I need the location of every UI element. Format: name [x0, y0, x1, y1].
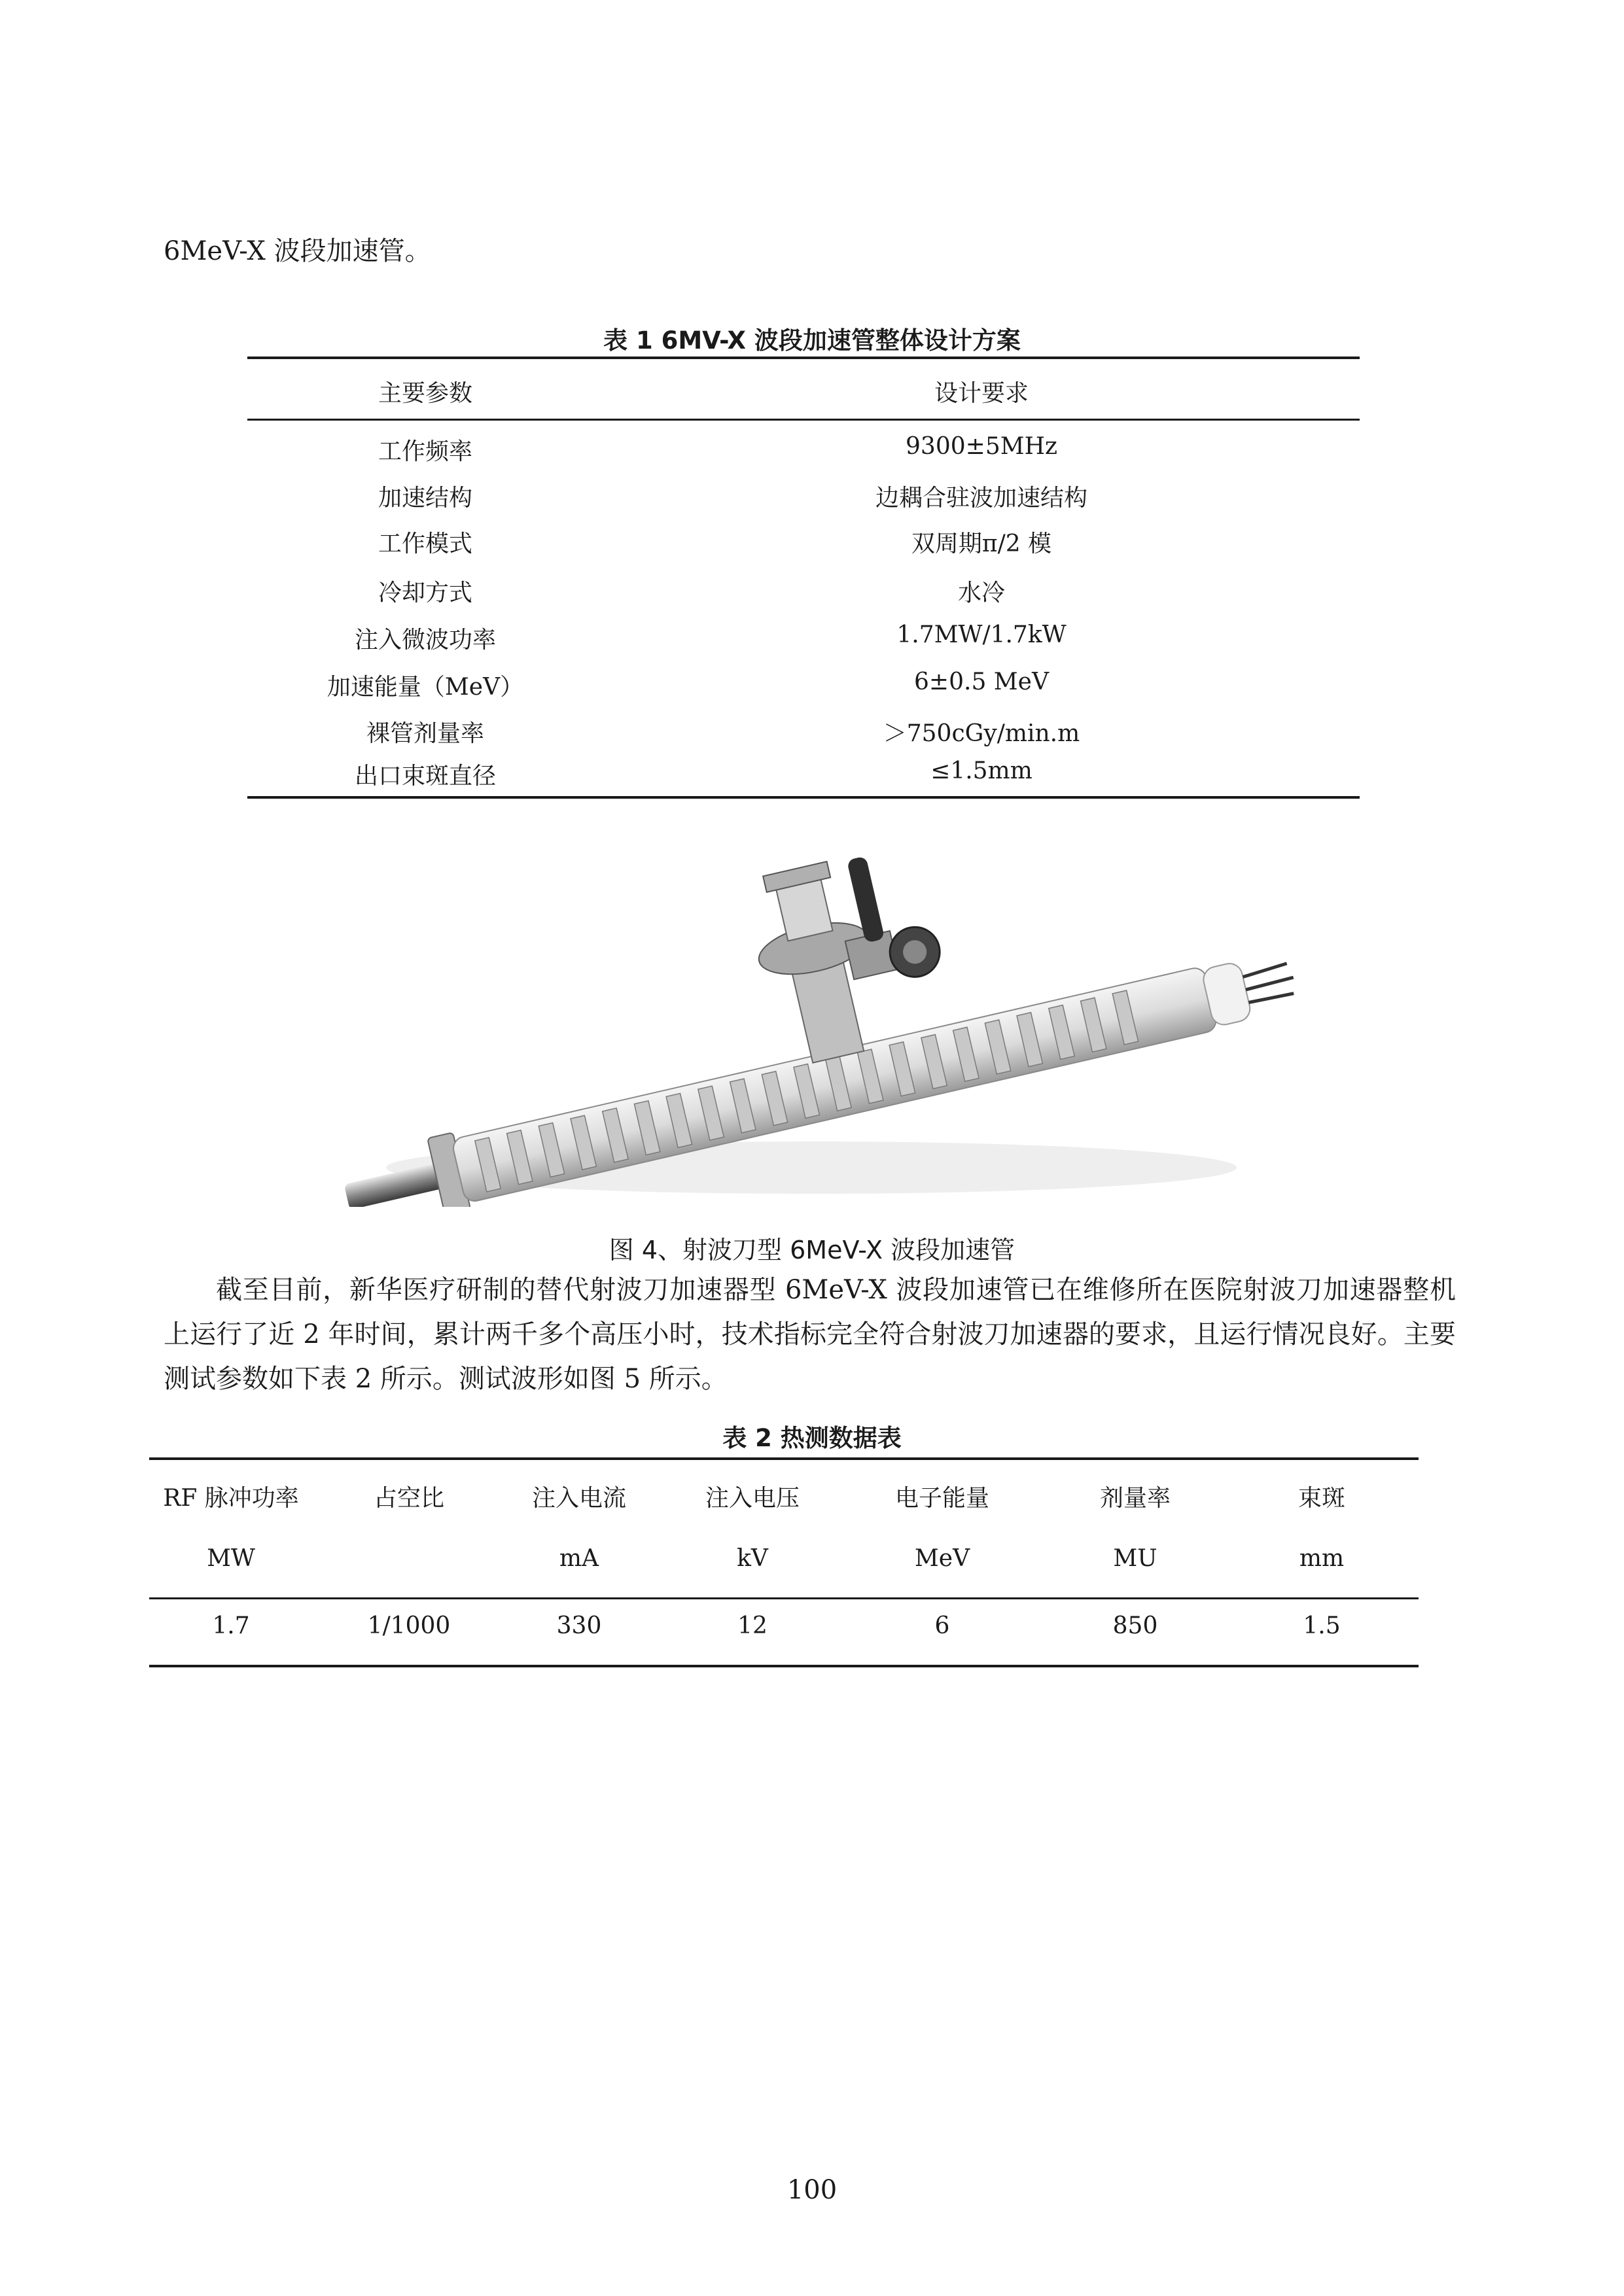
table2-caption: 表 2 热测数据表	[722, 1424, 902, 1452]
table2-header: 注入电压	[705, 1485, 800, 1512]
table2-unit: MeV	[914, 1545, 970, 1572]
table1-row-value: 边耦合驻波加速结构	[875, 485, 1087, 512]
table1-row-label: 裸管剂量率	[366, 720, 484, 747]
body-paragraph: 截至目前，新华医疗研制的替代射波刀加速器型 6MeV-X 波段加速管已在维修所在医院射波刀加速器整机上运行了近 2 年时间，累计两千多个高压小时，技术指标完全符合射波刀加速器的要求，且运行情况良好。主要测试参数如下表 2 所示。测试波形如图 5 所示。	[164, 1275, 1456, 1394]
figure4-caption: 图 4、射波刀型 6MeV-X 波段加速管	[609, 1236, 1015, 1264]
table1-row-value: 双周期π/2 模	[911, 531, 1052, 557]
page-number: 100	[786, 2175, 838, 2205]
table2-unit: mA	[559, 1545, 599, 1572]
table1-row-value: ＞750cGy/min.m	[883, 720, 1080, 747]
table1-header-rule	[247, 419, 1360, 421]
table1-header-param: 主要参数	[378, 380, 472, 407]
table1-row-label: 出口束斑直径	[354, 763, 496, 790]
table2-header: 电子能量	[894, 1485, 989, 1512]
table1-caption: 表 1 6MV-X 波段加速管整体设计方案	[603, 326, 1021, 355]
table2-header: 剂量率	[1099, 1485, 1171, 1512]
table1-top-rule	[247, 357, 1360, 359]
table2-header: 占空比	[373, 1485, 444, 1512]
table1-row-value: 1.7MW/1.7kW	[896, 621, 1067, 648]
table1-row-label: 加速能量（MeV）	[327, 674, 524, 701]
table2-cell: 1.7	[212, 1612, 250, 1639]
table1-row-value: ≤1.5mm	[930, 757, 1033, 784]
table1-row-label: 加速结构	[378, 485, 472, 512]
table1-row-label: 工作频率	[378, 438, 472, 465]
table1-row-label: 工作模式	[378, 531, 472, 557]
table1-header-requirement: 设计要求	[934, 380, 1029, 407]
table1-row-label: 注入微波功率	[354, 627, 496, 653]
table1-row-value: 6±0.5 MeV	[914, 669, 1049, 695]
table2-cell: 1.5	[1303, 1612, 1341, 1639]
table2-header-rule	[149, 1597, 1419, 1599]
table2-bottom-rule	[149, 1665, 1419, 1667]
table1-row-value: 水冷	[957, 580, 1005, 606]
table2-cell: 1/1000	[367, 1612, 451, 1639]
table2-cell: 6	[934, 1612, 950, 1639]
table1-row-label: 冷却方式	[378, 580, 472, 606]
table2-top-rule	[149, 1457, 1419, 1460]
table2-cell: 850	[1112, 1612, 1158, 1639]
table2-unit: MU	[1113, 1545, 1157, 1572]
table1-row-value: 9300±5MHz	[906, 433, 1057, 460]
table2-unit: mm	[1299, 1545, 1345, 1572]
table2-unit: kV	[737, 1545, 768, 1572]
table2-header: 注入电流	[531, 1485, 626, 1512]
table2-cell: 330	[556, 1612, 602, 1639]
table2-cell: 12	[737, 1612, 768, 1639]
intro-line: 6MeV-X 波段加速管。	[164, 236, 431, 266]
table2-unit: MW	[207, 1545, 255, 1572]
accelerator-tube-photo	[314, 841, 1309, 1207]
table2-header: 束斑	[1297, 1485, 1345, 1512]
table2-header: RF 脉冲功率	[163, 1485, 299, 1512]
table1-bottom-rule	[247, 796, 1360, 799]
